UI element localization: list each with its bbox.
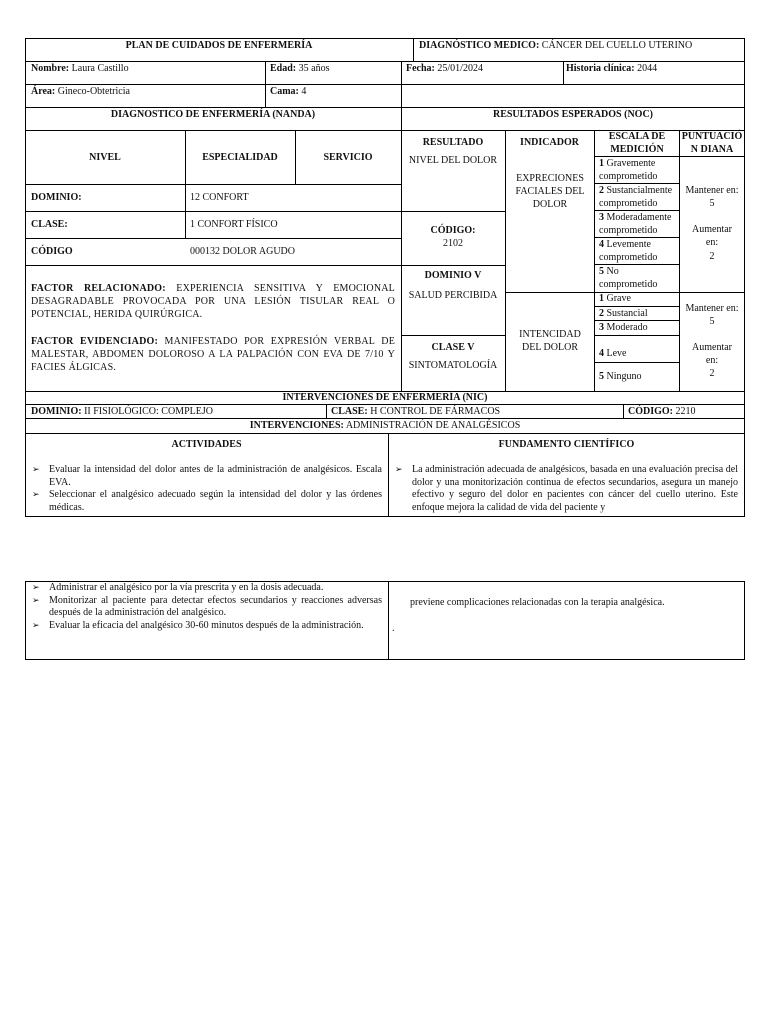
rationale-continued: previene complicaciones relacionadas con la terapia analgésica. (410, 597, 665, 608)
nic-dominio: DOMINIO: II FISIOLÓGICO: COMPLEJO (31, 406, 213, 417)
col-servicio: SERVICIO (323, 152, 373, 163)
target-maintain-label: Mantener en: (685, 185, 739, 196)
nanda-clase-label: CLASE: (31, 219, 68, 230)
col-indicador: INDICADOR (520, 137, 579, 148)
patient-bed: Cama: 4 (270, 86, 307, 97)
nanda-codigo-value: 000132 DOLOR AGUDO (190, 246, 295, 257)
nanda-dominio-label: DOMINIO: (31, 192, 82, 203)
noc-title: RESULTADOS ESPERADOS (NOC) (492, 109, 654, 120)
scale-item: 3 Moderado (599, 322, 648, 333)
list-item: ➢ Administrar el analgésico por la vía prescrita y en la dosis adecuada. (32, 582, 324, 593)
list-item: ➢ Seleccionar el analgésico adecuado según la intensidad del dolor y las órdenes médicas. (32, 489, 382, 513)
plan-title: PLAN DE CUIDADOS DE ENFERMERÍA (125, 40, 313, 51)
list-item: ➢ Evaluar la intensidad del dolor antes de la administración de analgésicos. Escala EVA. (32, 464, 382, 488)
nanda-clase-value: 1 CONFORT FÍSICO (190, 219, 278, 230)
arrow-bullet-icon: ➢ (32, 620, 40, 631)
nanda-codigo-label: CÓDIGO (31, 246, 73, 257)
scale-item: 4 Levemente comprometido (599, 239, 658, 263)
noc-dominio-value: SALUD PERCIBIDA (408, 290, 498, 301)
arrow-bullet-icon: ➢ (32, 583, 40, 593)
scale-item: 5 Ninguno (599, 371, 642, 382)
scale-item: 2 Sustancialmente comprometido (599, 185, 673, 209)
col-resultado: RESULTADO (422, 137, 484, 148)
activities-list (27, 464, 382, 514)
target-increase-label: Aumentar en: (692, 224, 732, 248)
noc-clase-value: SINTOMATOLOGÍA (408, 360, 498, 371)
col-puntuacion: PUNTUACIÓN DIANA (681, 131, 743, 155)
noc-codigo-label: CÓDIGO: (430, 225, 476, 236)
patient-age: Edad: 35 años (270, 63, 330, 74)
col-nivel: NIVEL (89, 152, 121, 163)
col-fundamento: FUNDAMENTO CIENTÍFICO (498, 439, 635, 450)
scale-item: 4 Leve (599, 348, 627, 359)
clinical-record: Historia clínica: 2044 (566, 63, 658, 74)
target-maintain-value: 5 (709, 316, 715, 327)
patient-name: Nombre: Laura Castillo (31, 63, 129, 74)
activities-list-continued (27, 582, 382, 632)
list-item: ➢ Monitorizar al paciente para detectar efectos secundarios y reacciones adversas después de la administración del analgésico. (32, 594, 382, 618)
evidenced-factor: FACTOR EVIDENCIADO: MANIFESTADO POR EXPRESIÓN VERBAL DE MALESTAR, ABDOMEN DOLOROSO A LA PALPACIÓN CON EVA DE 7/10 Y FACIES ÁLGICAS. (31, 336, 395, 373)
indicator-pain-intensity: INTENCIDAD DEL DOLOR (519, 329, 581, 353)
target-maintain-value: 5 (709, 198, 715, 209)
nic-codigo: CÓDIGO: 2210 (628, 406, 696, 417)
patient-area: Área: Gineco-Obtetricia (31, 86, 130, 97)
noc-codigo-value: 2102 (443, 238, 463, 249)
nic-clase: CLASE: H CONTROL DE FÁRMACOS (331, 406, 501, 417)
col-actividades: ACTIVIDADES (171, 439, 242, 450)
target-increase-value: 2 (709, 368, 715, 379)
arrow-bullet-icon: ➢ (32, 595, 40, 606)
rationale-text: La administración adecuada de analgésicos, basada en una evaluación precisa del dolor y una monitorización continua de efectos secundarios, asegura un manejo efectivo y seguro del dolor en pacientes con cáncer del cuello uterino. Este enfoque mejora la calidad de vida del paciente y (412, 464, 738, 513)
noc-resultado: NIVEL DEL DOLOR (408, 155, 498, 166)
scale-item: 1 Gravemente comprometido (599, 158, 658, 182)
col-especialidad: ESPECIALIDAD (202, 152, 278, 163)
related-factor: FACTOR RELACIONADO: EXPERIENCIA SENSITIVA Y EMOCIONAL DESAGRADABLE PROVOCADA POR UNA LESIÓN TISULAR REAL O POTENCIAL, HERIDA QUIRÚRGICA. (31, 283, 395, 320)
list-item: ➢ Evaluar la eficacia del analgésico 30-60 minutos después de la administración. (32, 619, 364, 631)
stray-period: . (392, 623, 395, 634)
date-field: Fecha: 25/01/2024 (406, 63, 483, 74)
arrow-bullet-icon: ➢ (395, 465, 403, 475)
target-maintain-label: Mantener en: (685, 303, 739, 314)
nic-title: INTERVENCIONES DE ENFERMERÍA (NIC) (282, 392, 488, 403)
scale-item: 2 Sustancial (599, 308, 648, 319)
noc-dominio-label: DOMINIO V (424, 270, 482, 281)
target-increase-value: 2 (709, 251, 715, 262)
noc-clase-label: CLASE V (431, 342, 475, 353)
medical-diagnosis: DIAGNÓSTICO MEDICO: CÁNCER DEL CUELLO UTERINO (419, 40, 693, 51)
target-increase-label: Aumentar en: (692, 342, 732, 366)
arrow-bullet-icon: ➢ (32, 465, 40, 475)
nic-interventions: INTERVENCIONES: ADMINISTRACIÓN DE ANALGÉSICOS (249, 420, 521, 431)
rationale-clip (390, 464, 740, 515)
scale-item: 5 No comprometido (599, 266, 658, 290)
indicator-facial-expressions: EXPRECIONES FACIALES DEL DOLOR (515, 173, 585, 210)
arrow-bullet-icon: ➢ (32, 490, 40, 500)
scale-item: 3 Moderadamente comprometido (599, 212, 672, 236)
list-item (390, 464, 738, 514)
nanda-dominio-value: 12 CONFORT (190, 192, 249, 203)
nanda-title: DIAGNOSTICO DE ENFERMERÍA (NANDA) (110, 109, 316, 120)
scale-item: 1 Grave (599, 293, 631, 304)
col-escala: ESCALA DE MEDICIÓN (608, 131, 666, 155)
